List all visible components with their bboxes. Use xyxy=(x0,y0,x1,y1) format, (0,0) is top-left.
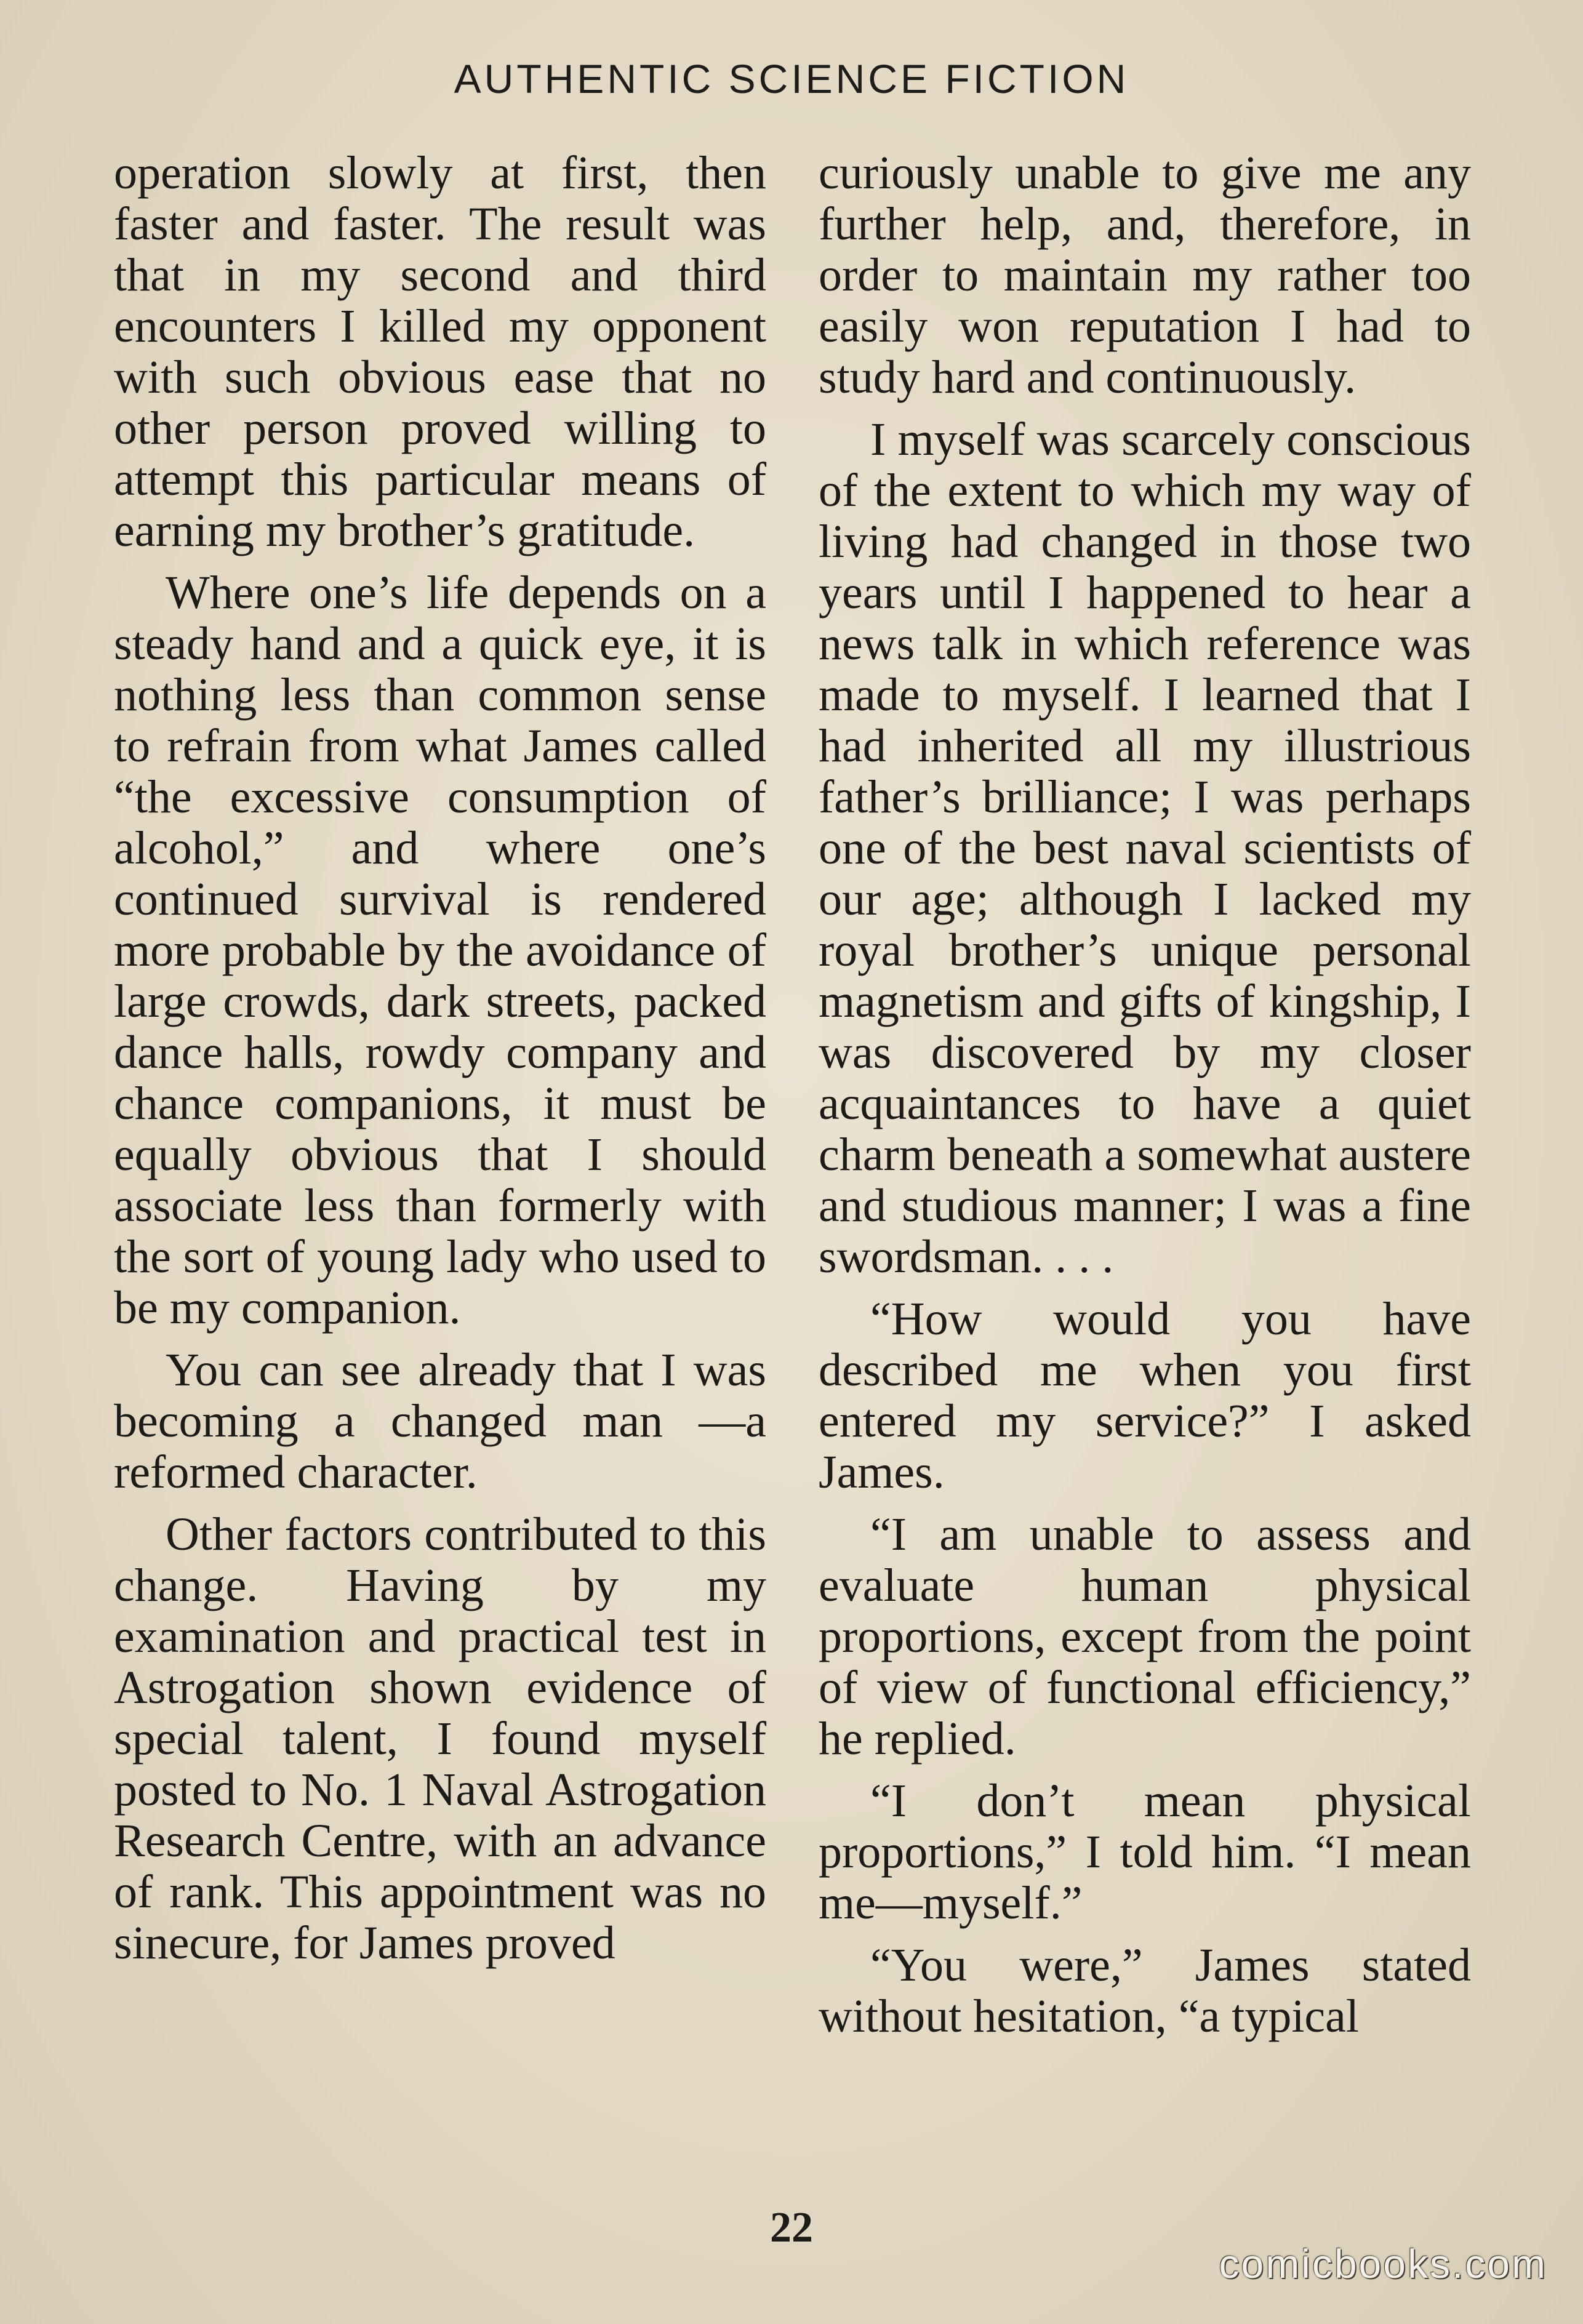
text-column-left xyxy=(114,148,766,1980)
paragraph: Where one’s life depends on a steady hand and a quick eye, it is nothing less than common sense to refrain from what James called “the excessive consumption of alcohol,” and where one’s continued survival is rendered more probable by the avoidance of large crowds, dark streets, packed dance halls, rowdy company and chance companions, it must be equally obvious that I should associate less than formerly with the sort of young lady who used to be my companion. xyxy=(114,567,766,1334)
running-head: AUTHENTIC SCIENCE FICTION xyxy=(454,56,1129,102)
paragraph: You can see already that I was becoming a changed man —a reformed character. xyxy=(114,1344,766,1498)
paragraph: operation slowly at first, then faster and faster. The result was that in my second and third encounters I killed my opponent with such obvious ease that no other person proved willing to attempt this particular means of earning my brother’s gratitude. xyxy=(114,147,766,556)
paragraph: “How would you have described me when you first entered my service?” I asked James. xyxy=(819,1293,1471,1498)
paragraph: “I don’t mean physical proportions,” I told him. “I mean me—myself.” xyxy=(819,1775,1471,1929)
watermark: comicbooks.com xyxy=(1219,2241,1547,2286)
page-number: 22 xyxy=(770,2204,813,2251)
paragraph: “I am unable to assess and evaluate human physical proportions, except from the point of view of functional efficiency,” he replied. xyxy=(819,1509,1471,1765)
paragraph: “You were,” James stated without hesitation, “a typical xyxy=(819,1939,1471,2042)
paragraph: Other factors contributed to this change. Having by my examination and practical test in Astrogation shown evidence of special talent, I found myself posted to No. 1 Naval Astrogation Research Centre, with an advance of rank. This appointment was no sinecure, for James proved xyxy=(114,1509,766,1969)
paragraph: curiously unable to give me any further help, and, therefore, in order to maintain my rather too easily won reputation I had to study hard and continuously. xyxy=(819,147,1471,403)
paragraph: I myself was scarcely conscious of the extent to which my way of living had changed in those two years until I happened to hear a news talk in which reference was made to myself. I learned that I had inherited all my illustrious father’s brilliance; I was perhaps one of the best naval scientists of our age; although I lacked my royal brother’s unique personal magnetism and gifts of kingship, I was discovered by my closer acquaintances to have a quiet charm beneath a somewhat austere and studious manner; I was a fine swordsman. . . . xyxy=(819,414,1471,1283)
text-column-right xyxy=(819,148,1471,2053)
